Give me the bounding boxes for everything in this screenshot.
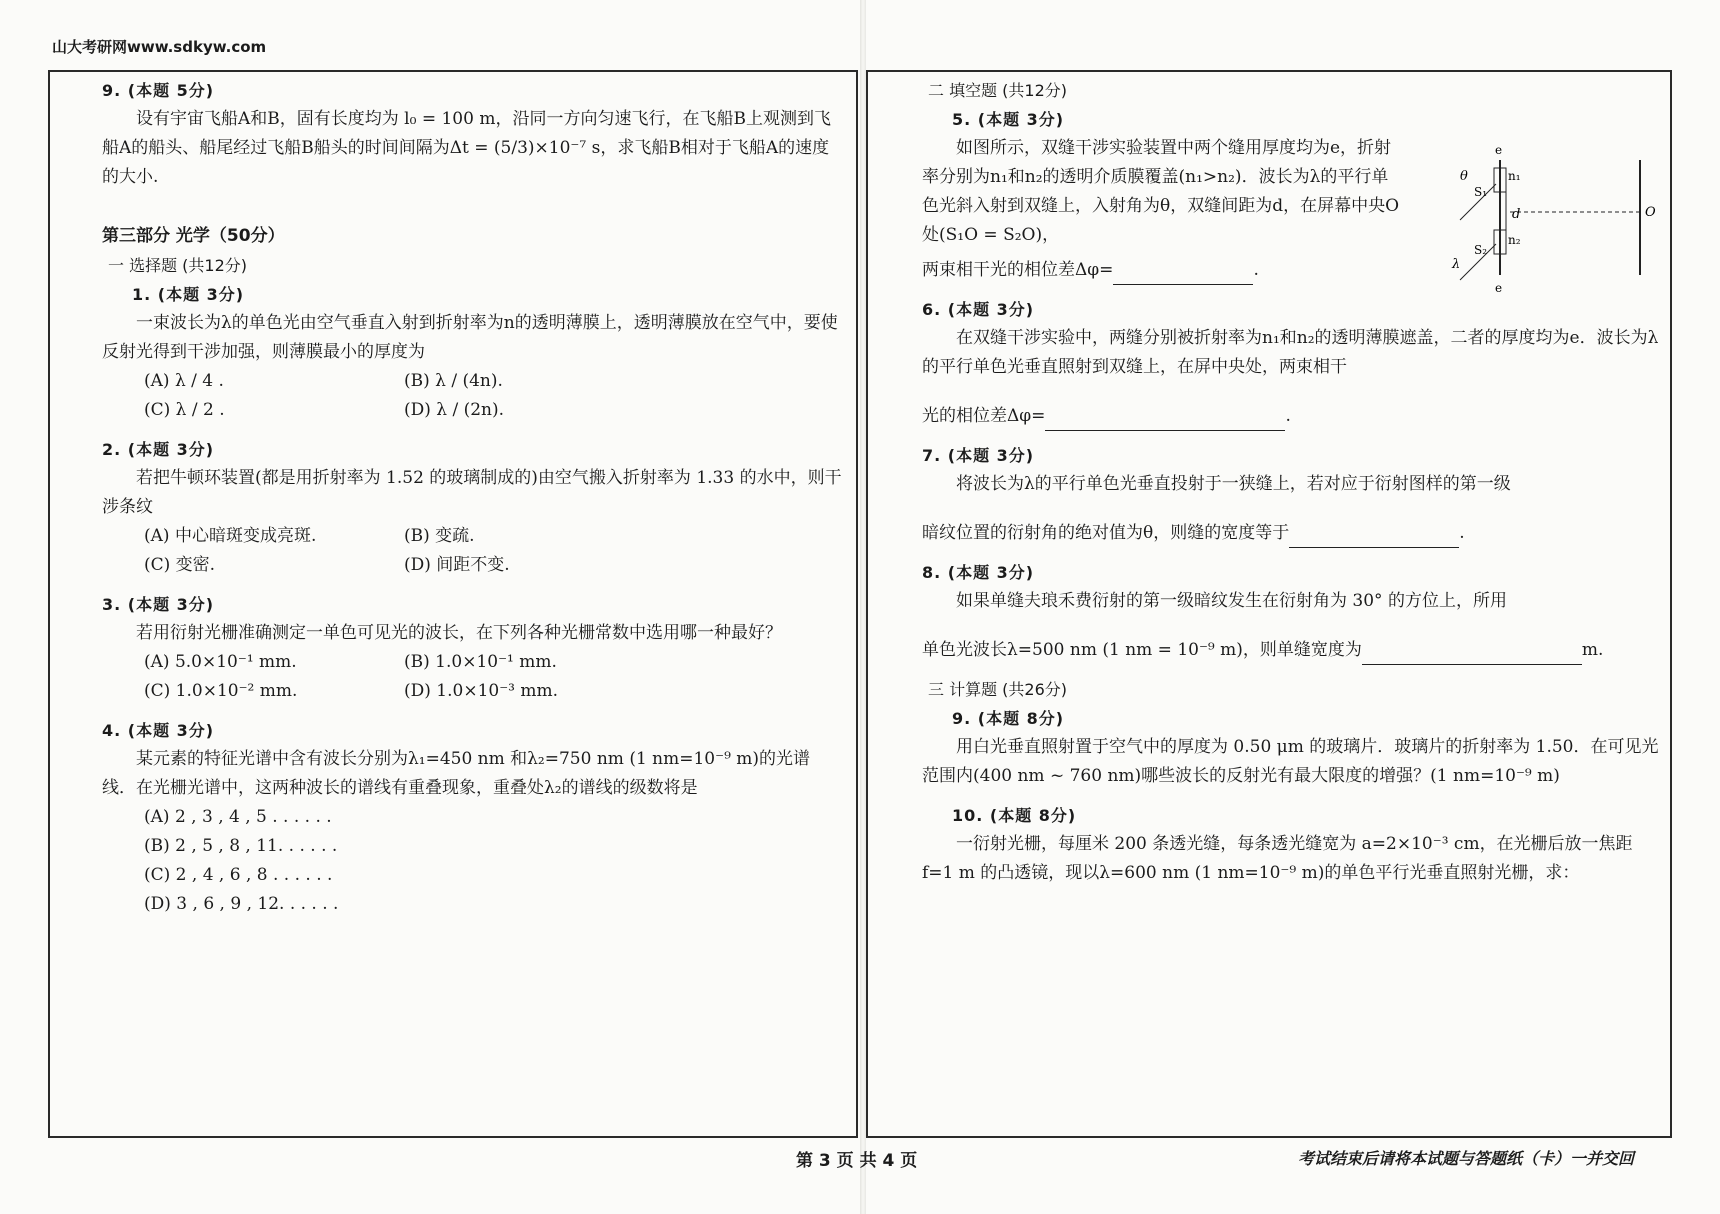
option-d: (D) 间距不变. xyxy=(404,555,510,575)
label-e-bottom: e xyxy=(1495,281,1503,295)
question-7-text: 将波长为λ的平行单色光垂直投射于一狭缝上，若对应于衍射图样的第一级 xyxy=(956,474,1511,494)
option-b: (B) 变疏. xyxy=(404,526,475,546)
question-1-text: 一束波长为λ的单色光由空气垂直入射到折射率为n的透明薄膜上，透明薄膜放在空气中，要使反射光得到干涉加强，则薄膜最小的厚度为 xyxy=(102,313,838,362)
option-b: (B) λ / (4n). xyxy=(404,371,503,391)
question-2-text: 若把牛顿环装置(都是用折射率为 1.52 的玻璃制成的)由空气搬入折射率为 1.33 的水中，则干涉条纹 xyxy=(102,468,842,517)
question-8-unit: m. xyxy=(1581,640,1604,660)
question-8-text: 如果单缝夫琅禾费衍射的第一级暗纹发生在衍射角为 30° 的方位上，所用 xyxy=(956,591,1507,611)
question-7-title: 7. (本题 3分) xyxy=(922,446,1035,465)
question-9-text: 设有宇宙飞船A和B，固有长度均为 l₀ = 100 m，沿同一方向匀速飞行，在飞船B上观测到飞船A的船头、船尾经过飞船B船头的时间间隔为Δt = (5/3)×10⁻⁷ s，求飞船B相对于飞船A的速度的大小. xyxy=(102,109,831,187)
question-3-title: 3. (本题 3分) xyxy=(102,595,215,614)
question-6-answer-line: 光的相位差Δφ= . xyxy=(922,402,1662,431)
question-5-answer-line: 两束相干光的相位差Δφ= . xyxy=(922,256,1662,285)
question-2-title: 2. (本题 3分) xyxy=(102,440,215,459)
page-number: 第 3 页 共 4 页 xyxy=(796,1151,918,1171)
question-3-text: 若用衍射光栅准确测定一单色可见光的波长，在下列各种光栅常数中选用哪一种最好？ xyxy=(136,623,782,643)
question-8-answer-line xyxy=(922,636,1662,665)
section-fill-heading: 二 填空题 (共12分) xyxy=(928,81,1068,100)
label-s1: S₁ xyxy=(1474,185,1488,199)
question-7-answer-line: 暗纹位置的衍射角的绝对值为θ，则缝的宽度等于 . xyxy=(922,519,1662,548)
option-d: (D) 1.0×10⁻³ mm. xyxy=(404,681,559,701)
question-10-text: 一衍射光栅，每厘米 200 条透光缝，每条透光缝宽为 a=2×10⁻³ cm，在光栅后放一焦距 f=1 m 的凸透镜，现以λ=600 nm (1 nm=10⁻⁹ m)的单色平行光垂直照射光栅，求： xyxy=(922,834,1633,883)
question-5-text: 如图所示，双缝干涉实验装置中两个缝用厚度均为e，折射率分别为n₁和n₂的透明介质膜覆盖(n₁>n₂)．波长为λ的平行单色光斜入射到双缝上，入射角为θ，双缝间距为d，在屏幕中央O处(S₁O = S₂O)， xyxy=(922,138,1400,245)
left-page xyxy=(102,76,842,919)
question-9-title: 9. (本题 5分) xyxy=(102,81,215,100)
option-d: (D) 3 , 6 , 9 , 12. . . . . . xyxy=(144,894,339,914)
label-lambda: λ xyxy=(1452,257,1461,272)
question-6-title: 6. (本题 3分) xyxy=(922,300,1035,319)
answer-blank[interactable] xyxy=(1045,410,1285,431)
question-4-title: 4. (本题 3分) xyxy=(102,721,215,740)
question-2-options xyxy=(144,522,842,580)
option-a: (A) λ / 4 . xyxy=(144,371,224,391)
question-6-text: 在双缝干涉实验中，两缝分别被折射率为n₁和n₂的透明薄膜遮盖，二者的厚度均为e．波长为λ的平行单色光垂直照射到双缝上，在屏中央处，两束相干 xyxy=(922,328,1659,377)
option-b: (B) 1.0×10⁻¹ mm. xyxy=(404,652,557,672)
answer-blank[interactable] xyxy=(1289,527,1459,548)
section-calc-heading: 三 计算题 (共26分) xyxy=(928,680,1068,699)
question-8-title: 8. (本题 3分) xyxy=(922,563,1035,582)
question-7-tail: 暗纹位置的衍射角的绝对值为θ，则缝的宽度等于 xyxy=(922,523,1290,543)
label-d: d xyxy=(1512,207,1521,222)
label-n1: n₁ xyxy=(1508,169,1521,183)
option-a: (A) 2 , 3 , 4 , 5 . . . . . . xyxy=(144,807,332,827)
part-3-heading: 第三部分 光学（50分） xyxy=(102,226,285,246)
option-c: (C) 1.0×10⁻² mm. xyxy=(144,681,298,701)
question-9-title: 9. (本题 8分) xyxy=(952,709,1065,728)
section-choice-heading: 一 选择题 (共12分) xyxy=(108,256,248,275)
question-4-options xyxy=(144,803,842,919)
question-8-tail: 单色光波长λ=500 nm (1 nm = 10⁻⁹ m)，则单缝宽度为 xyxy=(922,640,1362,660)
site-header: 山大考研网www.sdkyw.com xyxy=(52,38,267,56)
option-c: (C) 2 , 4 , 6 , 8 . . . . . . xyxy=(144,865,333,885)
label-n2: n₂ xyxy=(1508,233,1521,247)
question-5-tail: 两束相干光的相位差Δφ= xyxy=(922,260,1114,280)
question-1-options xyxy=(144,367,842,425)
option-b: (B) 2 , 5 , 8 , 11. . . . . . xyxy=(144,836,338,856)
question-10-title: 10. (本题 8分) xyxy=(952,806,1077,825)
option-a: (A) 5.0×10⁻¹ mm. xyxy=(144,652,297,672)
option-d: (D) λ / (2n). xyxy=(404,400,505,420)
footer-note: 考试结束后请将本试题与答题纸（卡）一并交回 xyxy=(1298,1149,1635,1168)
question-4-text: 某元素的特征光谱中含有波长分别为λ₁=450 nm 和λ₂=750 nm (1 nm=10⁻⁹ m)的光谱线．在光栅光谱中，这两种波长的谱线有重叠现象，重叠处λ₂的谱线的级数将是 xyxy=(102,749,811,798)
question-5-title: 5. (本题 3分) xyxy=(952,110,1065,129)
label-o: O xyxy=(1645,205,1656,220)
label-s2: S₂ xyxy=(1474,243,1488,257)
answer-blank[interactable] xyxy=(1113,264,1253,285)
option-a: (A) 中心暗斑变成亮斑. xyxy=(144,526,317,546)
question-6-tail: 光的相位差Δφ= xyxy=(922,406,1046,426)
double-slit-diagram xyxy=(1440,140,1660,300)
answer-blank[interactable] xyxy=(1362,644,1582,665)
option-c: (C) λ / 2 . xyxy=(144,400,225,420)
label-e-top: e xyxy=(1495,143,1503,157)
option-c: (C) 变密. xyxy=(144,555,216,575)
label-theta: θ xyxy=(1460,169,1468,184)
question-3-options xyxy=(144,648,842,706)
question-1-title: 1. (本题 3分) xyxy=(132,285,245,304)
question-9-text: 用白光垂直照射置于空气中的厚度为 0.50 μm 的玻璃片．玻璃片的折射率为 1.50．在可见光范围内(400 nm ~ 760 nm)哪些波长的反射光有最大限度的增强？(1 nm=10⁻⁹ m) xyxy=(922,737,1659,786)
